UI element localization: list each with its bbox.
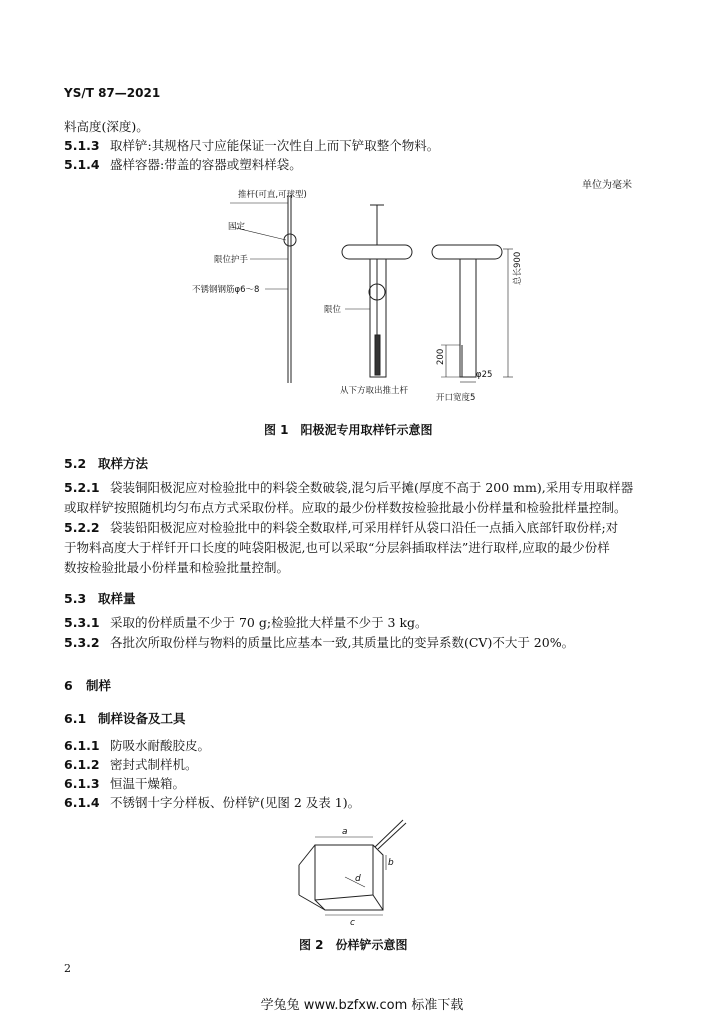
section-title: 制样设备及工具 xyxy=(98,711,186,726)
clause-number: 6.1.3 xyxy=(64,776,100,791)
label-opening-width: 开口宽度5 xyxy=(436,393,476,403)
section-5-3-heading xyxy=(64,589,136,607)
clause-5-2-1-line2: 或取样铲按照随机均匀布点方式采取份样。应取的最少份样数按检验批最小份样量和检验批样量控制。 xyxy=(64,500,627,515)
clause-number: 5.2.1 xyxy=(64,480,100,495)
figure-2-diagram xyxy=(285,815,415,925)
handle-bar-right xyxy=(432,245,502,259)
clause-number: 5.3.2 xyxy=(64,635,100,650)
clause-5-1-4 xyxy=(64,155,302,175)
label-limit-guard: 限位护手 xyxy=(214,255,249,265)
clause-number: 6.1.4 xyxy=(64,795,100,810)
clause-number: 5.1.3 xyxy=(64,138,100,153)
dimension-label-d: d xyxy=(355,874,361,884)
clause-6-1-1: 6.1.1 防吸水耐酸胶皮。 xyxy=(64,736,210,756)
label-fixed: 固定 xyxy=(228,222,246,232)
paragraph-continuation: 料高度(深度)。 xyxy=(64,119,149,134)
clause-5-2-2-line2: 于物料高度大于样钎开口长度的吨袋阳极泥,也可以采取“分层斜插取样法”进行取样,应取的最少份样 xyxy=(64,540,610,555)
dimension-label-b: b xyxy=(388,858,394,868)
section-title: 制样 xyxy=(86,678,112,693)
clause-text: 取样铲:其规格尺寸应能保证一次性自上而下铲取整个物料。 xyxy=(110,138,440,153)
clause-number: 5.1.4 xyxy=(64,157,100,172)
section-5-2-heading xyxy=(64,454,148,472)
clause-number: 6.1.2 xyxy=(64,757,100,772)
label-push-out: 从下方取出推土杆 xyxy=(340,386,409,396)
section-6-heading xyxy=(64,676,111,694)
section-number: 5.2 xyxy=(64,456,87,471)
clause-6-1-4: 6.1.4 不锈钢十字分样板、份样铲(见图 2 及表 1)。 xyxy=(64,793,360,813)
clause-text: 盛样容器:带盖的容器或塑料样袋。 xyxy=(110,157,302,172)
label-diameter-25: φ25 xyxy=(476,370,493,380)
section-title: 取样方法 xyxy=(98,456,149,471)
clause-number: 5.2.2 xyxy=(64,520,100,535)
clause-number: 5.3.1 xyxy=(64,615,100,630)
clause-5-3-1: 5.3.1 采取的份样质量不少于 70 g;检验批大样量不少于 3 kg。 xyxy=(64,613,428,633)
clause-6-1-3: 6.1.3 恒温干燥箱。 xyxy=(64,774,185,794)
scoop-handle xyxy=(375,820,403,847)
section-title: 取样量 xyxy=(98,591,136,606)
label-dim-200: 200 xyxy=(436,348,446,365)
clause-5-2-2-line3: 数按检验批最小份样量和检验批量控制。 xyxy=(64,560,290,575)
label-steel-bar: 不锈钢钢筋φ6～8 xyxy=(192,285,260,295)
label-push-rod: 推杆(可直,可球型) xyxy=(238,190,307,200)
section-number: 6.1 xyxy=(64,711,87,726)
page-number: 2 xyxy=(64,962,71,975)
clause-number: 6.1.1 xyxy=(64,738,100,753)
section-6-1-heading xyxy=(64,709,186,727)
clause-5-1-3 xyxy=(64,136,439,156)
section-number: 5.3 xyxy=(64,591,87,606)
handle-bar-middle xyxy=(342,245,412,259)
dimension-label-a: a xyxy=(342,827,348,837)
clause-6-1-2: 6.1.2 密封式制样机。 xyxy=(64,755,198,775)
clause-5-3-2: 5.3.2 各批次所取份样与物料的质量比应基本一致,其质量比的变异系数(CV)不大于 20%。 xyxy=(64,633,574,653)
figure-1-caption: 图 1 阳极泥专用取样钎示意图 xyxy=(264,423,433,437)
dimension-label-c: c xyxy=(350,918,355,925)
clause-5-2-2-line1: 5.2.2 袋装铅阳极泥应对检验批中的料袋全数取样,可采用样钎从袋口沿任一点插入底部钎取份样;对 xyxy=(64,518,618,538)
label-total-length: 总长900 xyxy=(513,251,523,285)
standard-code-header: YS/T 87—2021 xyxy=(64,86,161,100)
footer-watermark: 学兔兔 www.bzfxw.com 标准下载 xyxy=(260,998,464,1013)
unit-note: 单位为毫米 xyxy=(582,180,632,191)
clause-5-2-1-line1: 5.2.1 袋装铜阳极泥应对检验批中的料袋全数破袋,混匀后平摊(厚度不高于 200 mm),采用专用取样器 xyxy=(64,478,633,498)
figure-1-diagram xyxy=(170,185,570,410)
label-limit: 限位 xyxy=(324,305,342,315)
figure-2-caption: 图 2 份样铲示意图 xyxy=(299,938,408,952)
section-number: 6 xyxy=(64,678,73,693)
